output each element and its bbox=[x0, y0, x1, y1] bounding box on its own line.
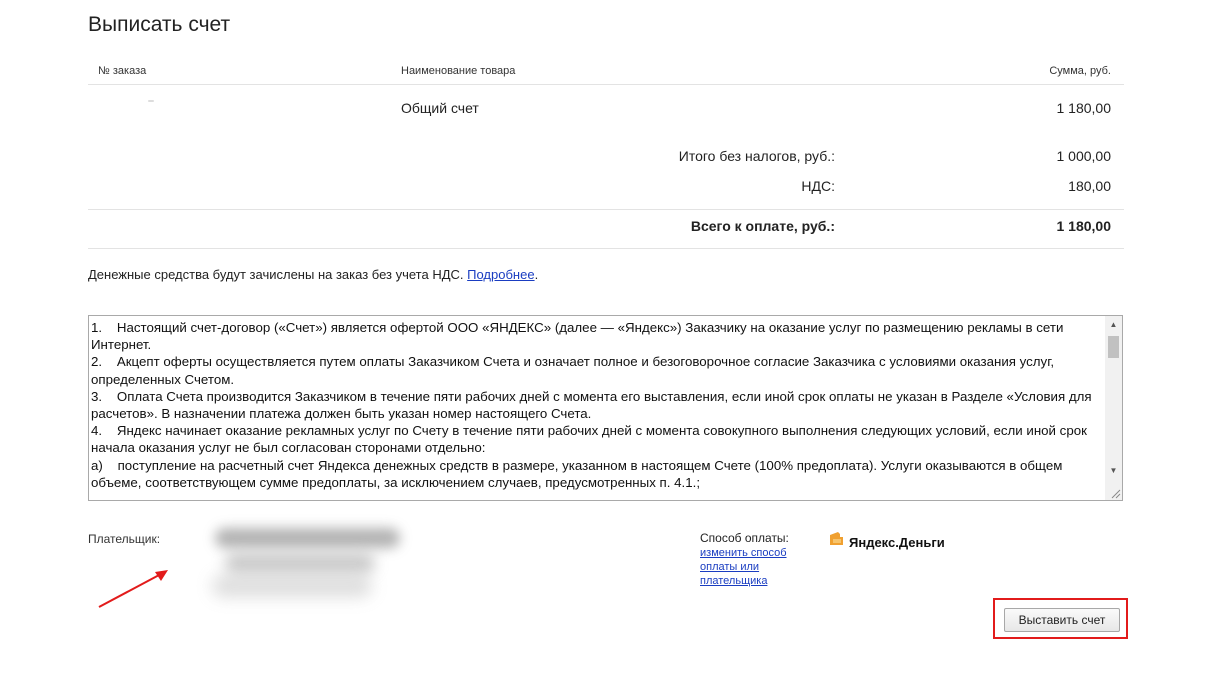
payer-name-blurred bbox=[215, 528, 400, 548]
vat-value: 180,00 bbox=[1068, 178, 1111, 194]
vat-note-suffix: . bbox=[534, 267, 539, 282]
scroll-thumb[interactable] bbox=[1108, 336, 1119, 358]
terms-scrollbar[interactable] bbox=[1105, 316, 1122, 500]
page-title: Выписать счет bbox=[88, 13, 231, 36]
payer-details-blurred-2 bbox=[212, 575, 372, 597]
annotation-arrow-icon bbox=[95, 565, 175, 611]
table-bottom-divider bbox=[88, 248, 1124, 249]
payer-label: Плательщик: bbox=[88, 532, 161, 546]
column-header-product-name: Наименование товара bbox=[401, 65, 516, 77]
payer-details-blurred bbox=[225, 553, 375, 573]
row-amount: 1 180,00 bbox=[1056, 100, 1111, 116]
issue-invoice-button[interactable]: Выставить счет bbox=[1004, 608, 1120, 632]
column-header-amount: Сумма, руб. bbox=[1049, 65, 1111, 77]
vat-note-text: Денежные средства будут зачислены на заказ без учета НДС. bbox=[88, 267, 468, 282]
scroll-up-arrow-icon[interactable]: ▲ bbox=[1109, 320, 1118, 329]
total-label: Всего к оплате, руб.: bbox=[690, 218, 835, 234]
column-header-order-number: № заказа bbox=[98, 65, 147, 77]
terms-text: 1. Настоящий счет-договор («Счет») является офертой ООО «ЯНДЕКС» (далее — «Яндекс») Заказчику на оказание услуг по размещению рекламы в сети Интернет. 2. Акцепт оферты осуществляется путем оплаты Заказчиком Счета и означает полное и безоговорочное согласие Заказчика с условиями оказания услуг, определенных Счетом. 3. Оплата Счета производится Заказчиком в течение пяти рабочих дней с момента его выставления, если иной срок оплаты не указан в Разделе «Условия для расчетов». В назначении платежа должен быть указан номер настоящего Счета. 4. Яндекс начинает оказание рекламных услуг по Счету в течение пяти рабочих дней с момента совокупного выполнения следующих условий, если иной срок начала оказания услуг не был согласован сторонами отдельно: а) поступление на расчетный счет Яндекса денежных средств в размере, указанном в настоящем Счете (100% предоплата). Услуги оказываются в общем объеме, соответствующем сумме предоплаты, за исключением случаев, предусмотренных п. 4.1.; bbox=[91, 320, 1092, 490]
total-value: 1 180,00 bbox=[1056, 218, 1111, 234]
payment-method-label: Способ оплаты: bbox=[700, 531, 789, 545]
vat-note bbox=[88, 267, 538, 282]
product-name: Общий счет bbox=[401, 100, 479, 116]
subtotal-value: 1 000,00 bbox=[1056, 148, 1111, 164]
terms-textarea[interactable] bbox=[88, 315, 1123, 501]
vat-label: НДС: bbox=[801, 178, 835, 194]
order-number-value bbox=[148, 100, 154, 102]
header-divider bbox=[88, 84, 1124, 85]
scroll-down-arrow-icon[interactable]: ▼ bbox=[1109, 466, 1118, 475]
summary-divider bbox=[88, 209, 1124, 210]
change-payment-link[interactable]: изменить способ оплаты или плательщика bbox=[700, 547, 787, 587]
yandex-money-wallet-icon bbox=[829, 531, 844, 546]
payment-method-name: Яндекс.Деньги bbox=[849, 535, 945, 550]
more-info-link[interactable]: Подробнее bbox=[467, 267, 535, 282]
subtotal-label: Итого без налогов, руб.: bbox=[678, 148, 835, 164]
resize-grip-icon[interactable] bbox=[1109, 487, 1121, 499]
